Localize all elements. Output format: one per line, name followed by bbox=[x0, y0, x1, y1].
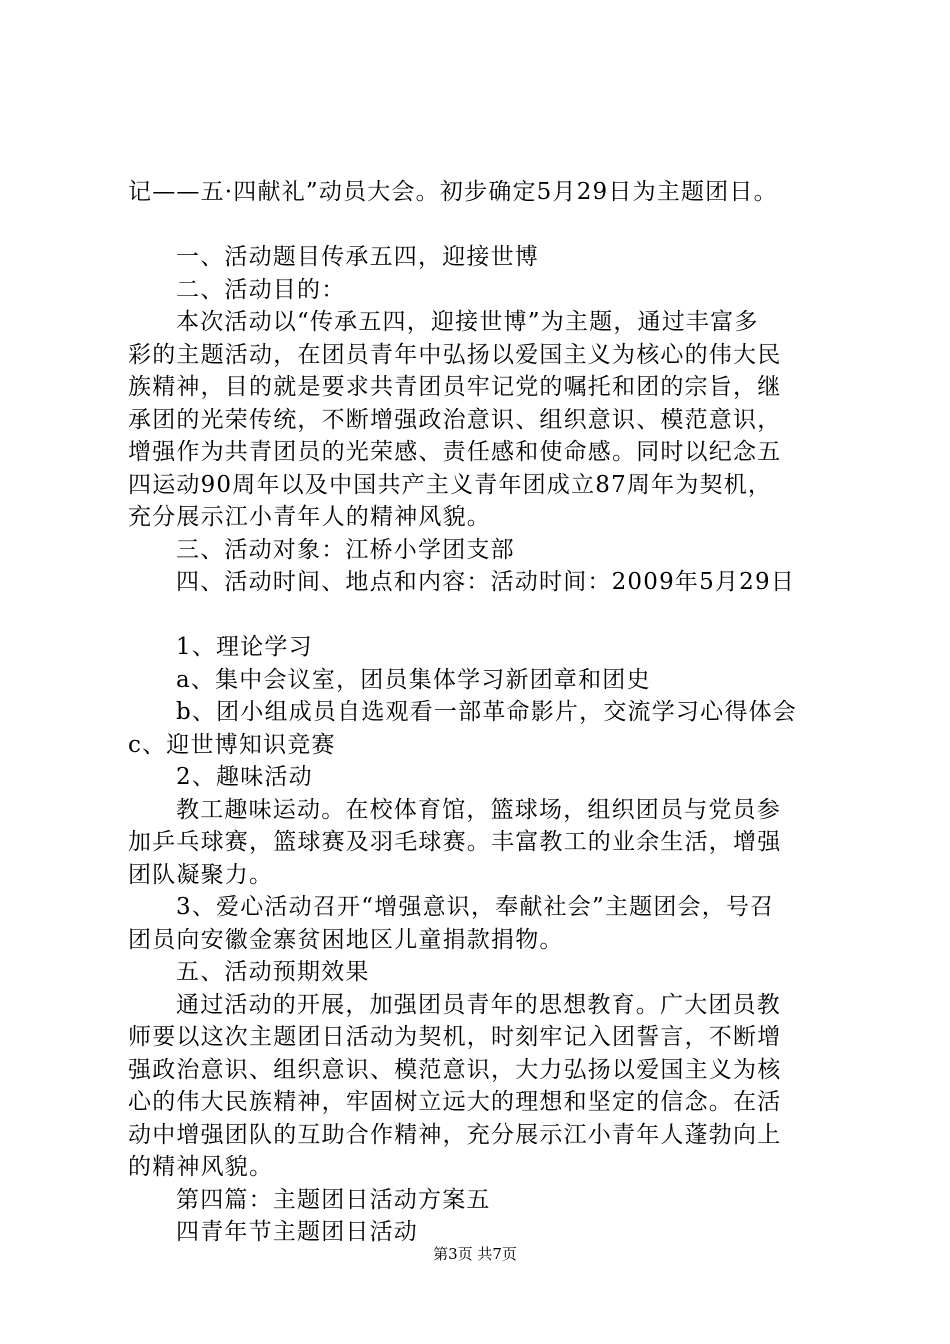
paragraph-line: 本次活动以“传承五四，迎接世博”为主题，通过丰富多 bbox=[176, 309, 759, 335]
section-heading: 三、活动对象：江桥小学团支部 bbox=[176, 536, 515, 563]
paragraph-line: 的精神风貌。 bbox=[128, 1154, 274, 1180]
paragraph-line: 心的伟大民族精神，牢固树立远大的理想和坚定的信念。在活 bbox=[128, 1089, 782, 1115]
list-item: 2、趣味活动 bbox=[176, 764, 313, 790]
page-number-footer: 第3页 共7页 bbox=[433, 1245, 517, 1263]
paragraph-line: 四运动90周年以及中国共产主义青年团成立87周年为契机， bbox=[128, 471, 773, 498]
paragraph-line: 团员向安徽金寨贫困地区儿童捐款捐物。 bbox=[128, 926, 564, 953]
paragraph-line: 动中增强团队的互助合作精神，充分展示江小青年人蓬勃向上 bbox=[128, 1121, 782, 1148]
paragraph-line: 通过活动的开展，加强团员青年的思想教育。广大团员教 bbox=[176, 991, 781, 1018]
paragraph-gap bbox=[128, 599, 838, 632]
chapter-heading: 第四篇：主题团日活动方案五 bbox=[176, 1186, 491, 1213]
paragraph-line: 教工趣味运动。在校体育馆，篮球场，组织团员与党员参 bbox=[176, 796, 781, 823]
paragraph-line: 师要以这次主题团日活动为契机，时刻牢记入团誓言，不断增 bbox=[128, 1024, 782, 1050]
section-heading: 一、活动题目传承五四，迎接世博 bbox=[176, 244, 539, 270]
paragraph-line: 记——五·四献礼”动员大会。初步确定5月29日为主题团日。 bbox=[128, 179, 778, 205]
paragraph-line: 团队凝聚力。 bbox=[128, 861, 274, 888]
list-item: b、团小组成员自选观看一部革命影片，交流学习心得体会 bbox=[176, 699, 797, 725]
paragraph-line: 3、爱心活动召开“增强意识，奉献社会”主题团会，号召 bbox=[176, 894, 775, 920]
list-item: a、集中会议室，团员集体学习新团章和团史 bbox=[176, 666, 651, 693]
section-heading: 二、活动目的： bbox=[176, 276, 346, 303]
document-body bbox=[128, 176, 838, 1249]
paragraph-line: 强政治意识、组织意识、模范意识，大力弘扬以爱国主义为核 bbox=[128, 1056, 782, 1083]
section-heading: 五、活动预期效果 bbox=[176, 959, 370, 985]
paragraph-line: 增强作为共青团员的光荣感、责任感和使命感。同时以纪念五 bbox=[128, 439, 782, 465]
paragraph-line: 加乒乓球赛，篮球赛及羽毛球赛。丰富教工的业余生活，增强 bbox=[128, 829, 782, 855]
paragraph-line: 彩的主题活动，在团员青年中弘扬以爱国主义为核心的伟大民 bbox=[128, 341, 782, 368]
section-heading: 四、活动时间、地点和内容：活动时间：2009年5月29日 bbox=[176, 569, 796, 595]
list-item: c、迎世博知识竞赛 bbox=[128, 731, 336, 758]
paragraph-line: 族精神，目的就是要求共青团员牢记党的嘱托和团的宗旨，继 bbox=[128, 374, 782, 400]
chapter-subheading: 四青年节主题团日活动 bbox=[176, 1219, 418, 1245]
list-item: 1、理论学习 bbox=[176, 634, 313, 660]
paragraph-line: 充分展示江小青年人的精神风貌。 bbox=[128, 504, 491, 530]
paragraph-line: 承团的光荣传统，不断增强政治意识、组织意识、模范意识， bbox=[128, 406, 782, 433]
paragraph-gap bbox=[128, 209, 838, 242]
